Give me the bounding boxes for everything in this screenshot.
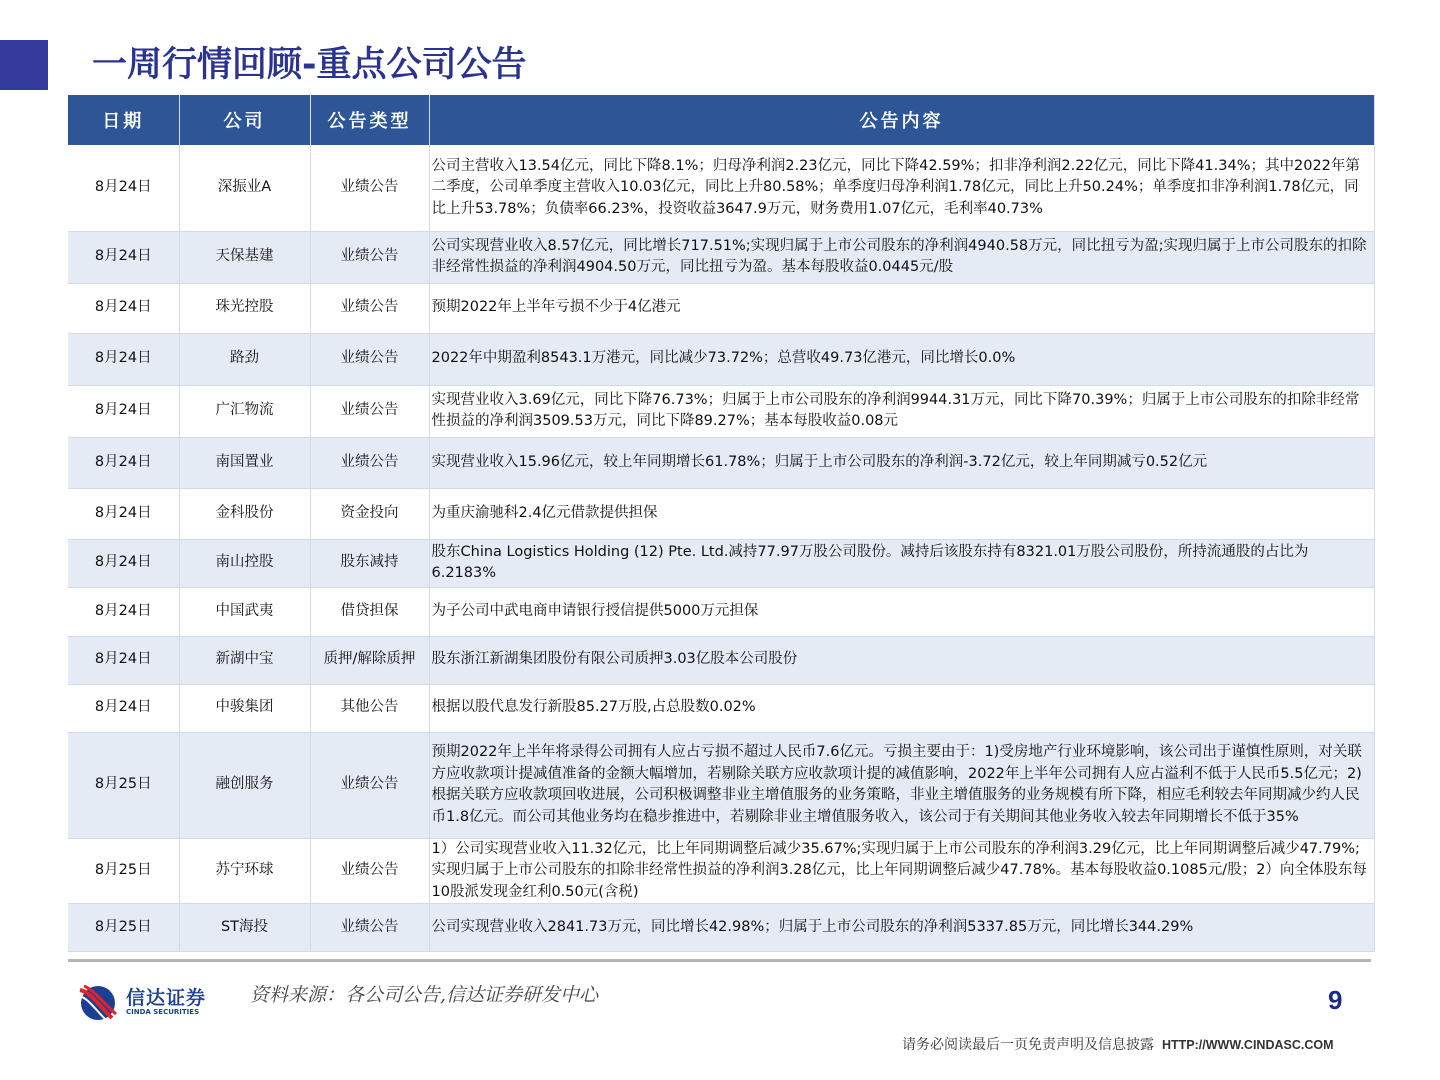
cell-type: 质押/解除质押 [310,636,429,684]
cell-company: 珠光控股 [179,283,310,333]
corner-accent-block [0,40,48,90]
table-row [68,587,1374,636]
cell-date: 8月24日 [68,684,179,732]
cell-date: 8月25日 [68,904,179,952]
cell-date: 8月24日 [68,145,179,231]
cell-type: 业绩公告 [310,385,429,437]
table-row [68,488,1374,539]
cell-company: 新湖中宝 [179,636,310,684]
table-row [68,838,1374,904]
page-title: 一周行情回顾-重点公司公告 [92,45,527,85]
cell-company: 深振业A [179,145,310,231]
table-row [68,636,1374,684]
column-header-type: 公告类型 [310,95,429,145]
cell-content: 实现营业收入3.69亿元，同比下降76.73%；归属于上市公司股东的净利润9944.31万元，同比下降70.39%；归属于上市公司股东的扣除非经常性损益的净利润3509.53万元，同比下降89.27%；基本每股收益0.08元 [429,385,1374,437]
cell-type: 业绩公告 [310,333,429,385]
cell-type: 业绩公告 [310,283,429,333]
cell-content: 1）公司实现营业收入11.32亿元，比上年同期调整后减少35.67%;实现归属于上市公司股东的净利润3.29亿元，比上年同期调整后减少47.79%;实现归属于上市公司股东的扣除非经常性损益的净利润3.28亿元，比上年同期调整后减少47.78%。基本每股收益0.1085元/股；2）向全体股东每10股派发现金红利0.50元(含税) [429,838,1374,904]
logo-english-name: CINDA SECURITIES [126,1007,200,1016]
cell-content: 公司主营收入13.54亿元，同比下降8.1%；归母净利润2.23亿元，同比下降42.59%；扣非净利润2.22亿元，同比下降41.34%；其中2022年第二季度，公司单季度主营收入10.03亿元，同比上升80.58%；单季度归母净利润1.78亿元，同比上升50.24%；单季度扣非净利润1.78亿元，同比上升53.78%；负债率66.23%，投资收益3647.9万元，财务费用1.07亿元，毛利率40.73% [429,145,1374,231]
disclaimer [902,1034,1334,1054]
cell-date: 8月24日 [68,539,179,587]
table-row [68,385,1374,437]
disclaimer-text: 请务必阅读最后一页免责声明及信息披露 [902,1037,1154,1053]
cinda-logo-icon [78,982,118,1022]
cell-company: 南国置业 [179,437,310,488]
table-row [68,333,1374,385]
cell-company: 中骏集团 [179,684,310,732]
cell-date: 8月24日 [68,231,179,283]
cell-type: 其他公告 [310,684,429,732]
table-row [68,539,1374,587]
cell-content: 股东浙江新湖集团股份有限公司质押3.03亿股本公司股份 [429,636,1374,684]
table-row [68,732,1374,838]
column-header-company: 公司 [179,95,310,145]
page-number: 9 [1328,985,1343,1015]
cell-type: 借贷担保 [310,587,429,636]
data-source-note: 资料来源：各公司公告,信达证券研发中心 [250,984,599,1006]
cell-content: 实现营业收入15.96亿元，较上年同期增长61.78%；归属于上市公司股东的净利润-3.72亿元，较上年同期减亏0.52亿元 [429,437,1374,488]
cell-content: 预期2022年上半年亏损不少于4亿港元 [429,283,1374,333]
table-row [68,437,1374,488]
cell-company: 苏宁环球 [179,838,310,904]
cell-type: 业绩公告 [310,145,429,231]
cell-date: 8月24日 [68,636,179,684]
table-row [68,904,1374,952]
cell-date: 8月25日 [68,838,179,904]
table-row [68,283,1374,333]
cell-type: 资金投向 [310,488,429,539]
cell-content: 为子公司中武电商申请银行授信提供5000万元担保 [429,587,1374,636]
cell-company: 广汇物流 [179,385,310,437]
cell-company: 金科股份 [179,488,310,539]
cell-date: 8月24日 [68,333,179,385]
cell-date: 8月24日 [68,437,179,488]
cinda-logo [78,982,206,1022]
table-row [68,684,1374,732]
cell-date: 8月24日 [68,488,179,539]
cell-content: 预期2022年上半年将录得公司拥有人应占亏损不超过人民币7.6亿元。亏损主要由于：1)受房地产行业环境影响，该公司出于谨慎性原则，对关联方应收款项计提减值准备的金额大幅增加，若剔除关联方应收款项计提的减值影响，2022年上半年公司拥有人应占溢利不低于人民币5.5亿元；2)根据关联方应收款项回收进展，公司积极调整非业主增值服务的业务策略，非业主增值服务的业务规模有所下降，相应毛利较去年同期减少约人民币1.8亿元。而公司其他业务均在稳步推进中，若剔除非业主增值服务收入，该公司于有关期间其他业务收入较去年同期增长不低于35% [429,732,1374,838]
cell-company: 中国武夷 [179,587,310,636]
cell-date: 8月24日 [68,587,179,636]
table-header-row [68,95,1374,145]
cell-content: 公司实现营业收入2841.73万元，同比增长42.98%；归属于上市公司股东的净利润5337.85万元，同比增长344.29% [429,904,1374,952]
footer-divider [68,959,1371,962]
table-row [68,231,1374,283]
cell-content: 根据以股代息发行新股85.27万股,占总股数0.02% [429,684,1374,732]
cell-company: ST海投 [179,904,310,952]
cell-type: 业绩公告 [310,231,429,283]
cell-type: 业绩公告 [310,437,429,488]
cell-company: 融创服务 [179,732,310,838]
column-header-date: 日期 [68,95,179,145]
cell-company: 南山控股 [179,539,310,587]
cell-type: 业绩公告 [310,732,429,838]
cell-content: 公司实现营业收入8.57亿元，同比增长717.51%;实现归属于上市公司股东的净利润4940.58万元，同比扭亏为盈;实现归属于上市公司股东的扣除非经常性损益的净利润4904.50万元，同比扭亏为盈。基本每股收益0.0445元/股 [429,231,1374,283]
cell-content: 为重庆渝驰科2.4亿元借款提供担保 [429,488,1374,539]
cell-date: 8月25日 [68,732,179,838]
cell-company: 路劲 [179,333,310,385]
cell-company: 天保基建 [179,231,310,283]
cell-type: 股东减持 [310,539,429,587]
announcements-table [68,95,1375,952]
cell-date: 8月24日 [68,385,179,437]
website-link[interactable]: HTTP://WWW.CINDASC.COM [1162,1038,1334,1052]
logo-chinese-name: 信达证券 [126,986,207,1009]
table-row [68,145,1374,231]
column-header-content: 公告内容 [429,95,1374,145]
cell-content: 2022年中期盈利8543.1万港元，同比减少73.72%；总营收49.73亿港元，同比增长0.0% [429,333,1374,385]
cell-content: 股东China Logistics Holding (12) Pte. Ltd.减持77.97万股公司股份。减持后该股东持有8321.01万股公司股份，所持流通股的占比为6.2183% [429,539,1374,587]
cell-type: 业绩公告 [310,838,429,904]
cell-type: 业绩公告 [310,904,429,952]
cell-date: 8月24日 [68,283,179,333]
